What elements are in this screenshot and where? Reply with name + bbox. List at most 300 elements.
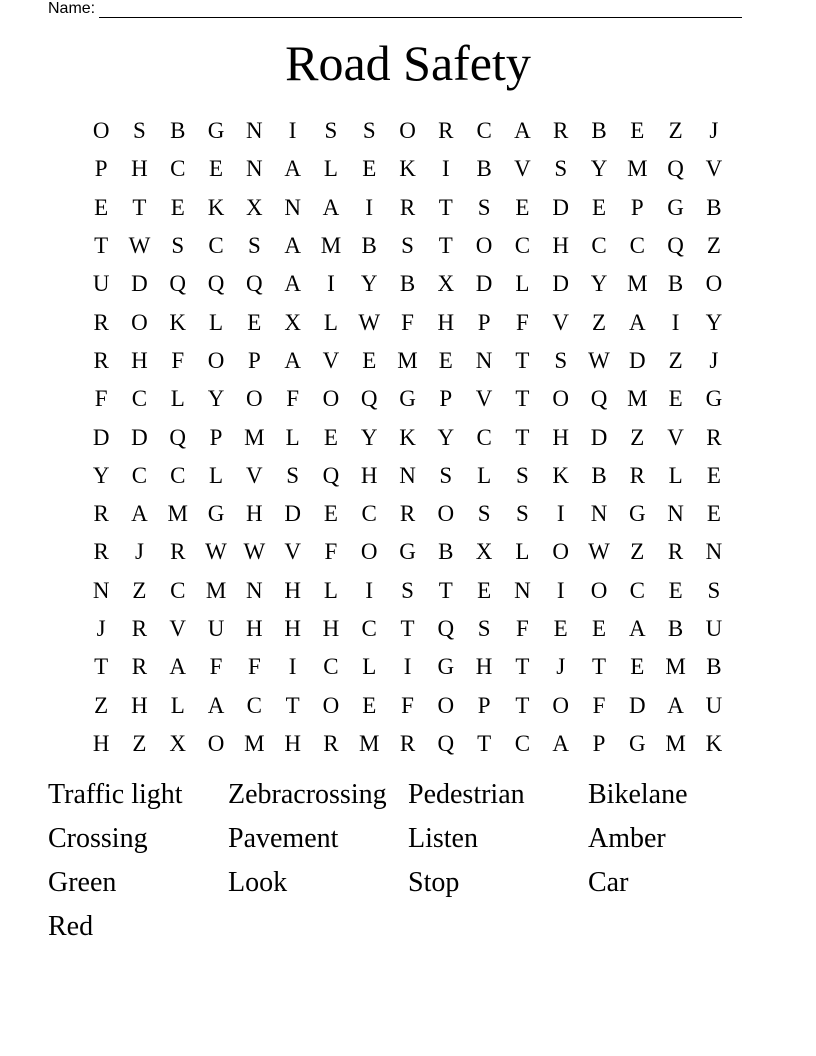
grid-row	[82, 572, 733, 610]
grid-letter: I	[327, 271, 335, 297]
grid-letter: G	[399, 386, 416, 412]
grid-letter: I	[671, 309, 680, 335]
grid-letter: N	[475, 347, 493, 373]
grid-letter: F	[324, 539, 338, 565]
grid-letter: R	[553, 118, 569, 144]
grid-letter: R	[93, 501, 109, 527]
grid-letter: H	[131, 347, 148, 373]
word-list-item: Car	[588, 867, 629, 898]
grid-letter: T	[438, 577, 453, 603]
grid-letter: S	[133, 118, 146, 144]
grid-letter: C	[170, 462, 186, 488]
grid-letter: F	[516, 616, 529, 641]
grid-letter: H	[246, 616, 263, 641]
grid-letter: S	[401, 577, 414, 603]
grid-letter: L	[323, 156, 338, 182]
grid-letter: C	[476, 424, 492, 450]
grid-letter: P	[209, 424, 223, 450]
grid-letter: H	[437, 309, 455, 335]
grid-letter: I	[288, 654, 297, 680]
grid-letter: E	[477, 577, 492, 603]
grid-letter: Y	[360, 271, 378, 297]
grid-letter: R	[399, 501, 416, 527]
grid-letter: E	[630, 654, 645, 680]
word-list-item: Crossing	[48, 823, 148, 854]
grid-letter: B	[591, 118, 607, 144]
grid-letter: H	[322, 616, 340, 641]
name-line	[99, 3, 742, 18]
grid-letter: F	[516, 309, 529, 335]
grid-letter: M	[244, 730, 265, 756]
grid-letter: E	[515, 194, 530, 220]
grid-letter: E	[209, 156, 224, 182]
grid-letter: T	[400, 616, 415, 641]
grid-letter: L	[668, 462, 683, 488]
grid-letter: O	[360, 539, 378, 565]
grid-letter: M	[397, 347, 418, 373]
grid-letter: Z	[132, 577, 147, 603]
grid-letter: Q	[169, 424, 187, 450]
grid-letter: L	[285, 424, 300, 450]
grid-letter: C	[170, 156, 186, 182]
grid-letter: N	[399, 462, 416, 488]
grid-letter: K	[169, 309, 187, 335]
grid-letter: L	[170, 692, 185, 718]
grid-letter: O	[322, 692, 340, 718]
letter-grid	[82, 112, 733, 763]
grid-letter: V	[514, 156, 531, 182]
grid-letter: D	[131, 271, 148, 297]
grid-letter: E	[438, 347, 453, 373]
grid-letter: O	[92, 118, 110, 144]
grid-letter: M	[205, 577, 227, 603]
grid-letter: N	[246, 577, 263, 603]
grid-letter: T	[515, 692, 530, 718]
grid-letter: Y	[92, 462, 110, 488]
grid-letter: I	[365, 577, 374, 603]
grid-letter: K	[705, 730, 723, 756]
grid-letter: Q	[590, 386, 608, 412]
grid-letter: K	[399, 156, 416, 182]
grid-row	[82, 189, 733, 227]
grid-letter: B	[361, 233, 377, 259]
grid-letter: W	[588, 539, 610, 565]
grid-letter: M	[320, 233, 342, 259]
grid-letter: M	[665, 730, 686, 756]
grid-letter: T	[438, 233, 453, 259]
grid-letter: A	[322, 194, 340, 220]
word-list-item: Zebracrossing	[228, 779, 387, 810]
grid-letter: M	[627, 386, 648, 412]
grid-row	[82, 686, 733, 724]
grid-letter: A	[628, 309, 646, 335]
grid-row	[82, 342, 733, 380]
grid-letter: I	[556, 501, 565, 527]
grid-row	[82, 380, 733, 418]
grid-letter: Q	[207, 271, 225, 297]
grid-letter: L	[209, 309, 224, 335]
grid-letter: E	[94, 194, 109, 220]
grid-letter: C	[476, 118, 492, 144]
grid-letter: O	[590, 577, 608, 603]
grid-letter: O	[705, 271, 723, 297]
grid-letter: O	[246, 386, 263, 412]
grid-letter: K	[552, 462, 570, 488]
word-list-item: Pedestrian	[408, 779, 525, 810]
grid-letter: O	[437, 501, 455, 527]
grid-row	[82, 610, 733, 648]
grid-letter: Y	[437, 424, 455, 450]
grid-letter: R	[93, 539, 109, 565]
grid-letter: S	[554, 156, 568, 182]
grid-letter: D	[552, 271, 570, 297]
grid-letter: D	[552, 194, 570, 220]
grid-letter: V	[475, 386, 493, 412]
grid-row	[82, 495, 733, 533]
grid-letter: L	[209, 462, 224, 488]
word-list-item: Stop	[408, 867, 460, 898]
grid-letter: B	[667, 271, 684, 297]
grid-letter: M	[359, 730, 380, 756]
grid-row	[82, 112, 733, 150]
grid-letter: J	[96, 616, 106, 641]
grid-letter: X	[169, 730, 187, 756]
grid-letter: L	[170, 386, 185, 412]
grid-letter: V	[322, 347, 340, 373]
grid-letter: P	[630, 194, 644, 220]
grid-row	[82, 457, 733, 495]
grid-letter: I	[403, 654, 412, 680]
grid-letter: Z	[132, 730, 147, 756]
grid-letter: Y	[360, 424, 378, 450]
grid-letter: T	[477, 730, 492, 756]
grid-letter: R	[438, 118, 454, 144]
grid-letter: H	[552, 233, 570, 259]
grid-letter: B	[170, 118, 186, 144]
word-list-item: Bikelane	[588, 779, 688, 810]
grid-letter: E	[668, 577, 683, 603]
grid-letter: Z	[630, 539, 645, 565]
grid-letter: D	[284, 501, 301, 527]
grid-letter: G	[628, 501, 646, 527]
grid-letter: Q	[360, 386, 378, 412]
grid-letter: H	[131, 156, 148, 182]
grid-letter: X	[437, 271, 455, 297]
grid-letter: N	[590, 501, 608, 527]
grid-letter: S	[516, 501, 529, 527]
grid-letter: Q	[667, 156, 684, 182]
grid-letter: A	[628, 616, 646, 641]
grid-letter: D	[92, 424, 110, 450]
grid-letter: T	[94, 233, 109, 259]
grid-letter: X	[246, 194, 263, 220]
grid-letter: W	[588, 347, 610, 373]
grid-letter: D	[628, 692, 646, 718]
grid-letter: R	[131, 616, 148, 641]
grid-letter: T	[132, 194, 147, 220]
grid-letter: P	[94, 156, 108, 182]
grid-letter: R	[93, 347, 109, 373]
grid-letter: R	[93, 309, 109, 335]
word-list-item: Traffic light	[48, 779, 183, 810]
grid-letter: T	[438, 194, 453, 220]
grid-letter: H	[246, 501, 263, 527]
grid-letter: R	[629, 462, 645, 488]
grid-letter: A	[169, 654, 187, 680]
grid-letter: I	[288, 118, 297, 144]
grid-letter: W	[358, 309, 381, 335]
name-field	[48, 0, 742, 18]
grid-letter: V	[552, 309, 570, 335]
grid-letter: V	[284, 539, 301, 565]
grid-letter: B	[438, 539, 454, 565]
grid-letter: M	[244, 424, 265, 450]
grid-letter: N	[284, 194, 301, 220]
grid-letter: V	[667, 424, 684, 450]
grid-letter: F	[286, 386, 300, 412]
grid-row	[82, 648, 733, 686]
grid-letter: Q	[437, 616, 455, 641]
grid-letter: G	[628, 730, 646, 756]
grid-letter: S	[171, 233, 185, 259]
grid-letter: I	[556, 577, 565, 603]
grid-letter: O	[437, 692, 455, 718]
grid-letter: L	[515, 271, 530, 297]
grid-letter: T	[285, 692, 300, 718]
grid-letter: S	[477, 194, 491, 220]
grid-letter: O	[207, 347, 225, 373]
grid-letter: U	[705, 692, 723, 718]
grid-letter: L	[515, 539, 530, 565]
grid-letter: G	[399, 539, 416, 565]
grid-letter: C	[246, 692, 262, 718]
grid-letter: T	[515, 424, 530, 450]
grid-letter: R	[399, 194, 416, 220]
grid-letter: D	[131, 424, 148, 450]
grid-letter: E	[362, 156, 377, 182]
grid-letter: L	[323, 309, 338, 335]
grid-letter: Z	[668, 347, 683, 373]
word-list-item: Look	[228, 867, 288, 898]
grid-letter: E	[362, 347, 377, 373]
grid-letter: E	[591, 194, 607, 220]
grid-letter: W	[243, 539, 266, 565]
grid-letter: E	[323, 424, 338, 450]
grid-letter: H	[284, 616, 301, 641]
grid-letter: H	[284, 730, 301, 756]
grid-letter: H	[131, 692, 148, 718]
grid-letter: G	[207, 118, 225, 144]
word-list-item: Pavement	[228, 823, 339, 854]
grid-letter: T	[515, 654, 530, 680]
grid-letter: C	[514, 730, 531, 756]
grid-letter: E	[170, 194, 185, 220]
grid-row	[82, 418, 733, 456]
grid-letter: F	[209, 654, 223, 680]
grid-letter: N	[667, 501, 684, 527]
grid-letter: E	[323, 501, 338, 527]
grid-letter: F	[592, 692, 606, 718]
grid-letter: A	[284, 156, 301, 182]
grid-letter: N	[246, 118, 263, 144]
grid-letter: Y	[207, 386, 225, 412]
grid-letter: H	[552, 424, 570, 450]
grid-letter: S	[324, 118, 338, 144]
grid-letter: A	[552, 730, 570, 756]
grid-row	[82, 725, 733, 763]
grid-letter: M	[627, 271, 648, 297]
grid-letter: S	[707, 577, 721, 603]
grid-letter: G	[705, 386, 723, 412]
grid-letter: G	[437, 654, 455, 680]
grid-letter: S	[247, 233, 261, 259]
grid-letter: W	[205, 539, 227, 565]
grid-row	[82, 303, 733, 341]
grid-letter: N	[514, 577, 531, 603]
grid-letter: F	[401, 692, 414, 718]
grid-letter: I	[365, 194, 374, 220]
grid-letter: E	[553, 616, 568, 641]
grid-letter: C	[361, 501, 377, 527]
grid-letter: A	[284, 347, 301, 373]
grid-letter: E	[668, 386, 683, 412]
grid-letter: S	[439, 462, 453, 488]
grid-letter: N	[705, 539, 723, 565]
word-list-item: Listen	[408, 823, 478, 854]
grid-row	[82, 533, 733, 571]
grid-letter: Z	[706, 233, 721, 259]
grid-letter: Y	[590, 271, 608, 297]
grid-letter: O	[552, 539, 570, 565]
grid-letter: O	[399, 118, 416, 144]
grid-letter: H	[284, 577, 301, 603]
grid-letter: E	[706, 462, 721, 488]
grid-letter: Q	[169, 271, 187, 297]
grid-letter: A	[284, 233, 301, 259]
grid-letter: U	[92, 271, 110, 297]
grid-letter: Y	[705, 309, 723, 335]
grid-letter: Q	[246, 271, 263, 297]
grid-letter: J	[709, 118, 719, 144]
name-label: Name:	[48, 0, 96, 17]
grid-letter: Y	[590, 156, 608, 182]
grid-letter: D	[590, 424, 608, 450]
grid-letter: O	[475, 233, 493, 259]
grid-letter: H	[360, 462, 378, 488]
grid-letter: L	[477, 462, 492, 488]
grid-letter: X	[284, 309, 301, 335]
grid-letter: T	[515, 386, 530, 412]
grid-letter: B	[399, 271, 416, 297]
grid-letter: E	[630, 118, 645, 144]
grid-letter: V	[705, 156, 723, 182]
grid-letter: L	[362, 654, 377, 680]
grid-letter: N	[246, 156, 263, 182]
grid-letter: E	[591, 616, 607, 641]
grid-letter: R	[399, 730, 416, 756]
grid-letter: Z	[668, 118, 683, 144]
grid-letter: G	[667, 194, 684, 220]
grid-letter: R	[706, 424, 722, 450]
grid-letter: Z	[630, 424, 645, 450]
grid-letter: I	[441, 156, 450, 182]
grid-letter: C	[131, 386, 148, 412]
grid-letter: L	[323, 577, 338, 603]
grid-letter: D	[475, 271, 493, 297]
grid-letter: X	[475, 539, 493, 565]
grid-letter: A	[131, 501, 148, 527]
grid-letter: J	[556, 654, 566, 680]
grid-letter: C	[170, 577, 186, 603]
word-list	[48, 780, 768, 942]
grid-letter: J	[134, 539, 144, 565]
grid-letter: B	[706, 194, 722, 220]
grid-letter: O	[131, 309, 148, 335]
grid-letter: S	[516, 462, 529, 488]
grid-letter: P	[592, 730, 606, 756]
grid-letter: V	[246, 462, 263, 488]
grid-letter: B	[591, 462, 607, 488]
grid-letter: S	[477, 616, 491, 641]
grid-letter: C	[208, 233, 224, 259]
grid-letter: T	[591, 654, 607, 680]
grid-letter: C	[629, 577, 645, 603]
grid-letter: A	[284, 271, 301, 297]
grid-letter: C	[629, 233, 645, 259]
grid-letter: S	[401, 233, 414, 259]
grid-letter: S	[554, 347, 568, 373]
grid-letter: W	[128, 233, 151, 259]
grid-letter: P	[439, 386, 453, 412]
grid-letter: N	[92, 577, 110, 603]
grid-letter: S	[286, 462, 300, 488]
grid-letter: K	[399, 424, 416, 450]
word-list-item: Red	[48, 911, 94, 942]
grid-letter: Q	[667, 233, 684, 259]
grid-letter: B	[476, 156, 492, 182]
grid-letter: B	[667, 616, 684, 641]
grid-letter: S	[362, 118, 376, 144]
grid-letter: P	[477, 692, 491, 718]
grid-letter: E	[706, 501, 721, 527]
grid-letter: T	[94, 654, 109, 680]
grid-letter: K	[207, 194, 225, 220]
grid-letter: Q	[322, 462, 340, 488]
grid-letter: C	[131, 462, 148, 488]
grid-letter: V	[169, 616, 187, 641]
grid-letter: F	[94, 386, 108, 412]
grid-letter: R	[323, 730, 339, 756]
grid-letter: F	[171, 347, 185, 373]
grid-row	[82, 227, 733, 265]
grid-letter: C	[514, 233, 531, 259]
grid-letter: Z	[591, 309, 607, 335]
grid-letter: A	[207, 692, 225, 718]
grid-letter: O	[322, 386, 340, 412]
grid-letter: R	[667, 539, 684, 565]
grid-letter: H	[475, 654, 493, 680]
grid-letter: E	[247, 309, 262, 335]
grid-letter: F	[247, 654, 261, 680]
grid-letter: O	[207, 730, 225, 756]
grid-letter: F	[401, 309, 414, 335]
grid-letter: B	[706, 654, 722, 680]
grid-letter: R	[131, 654, 148, 680]
word-list-item: Green	[48, 867, 117, 898]
grid-letter: C	[591, 233, 607, 259]
grid-letter: E	[362, 692, 377, 718]
word-list-item: Amber	[588, 823, 666, 854]
